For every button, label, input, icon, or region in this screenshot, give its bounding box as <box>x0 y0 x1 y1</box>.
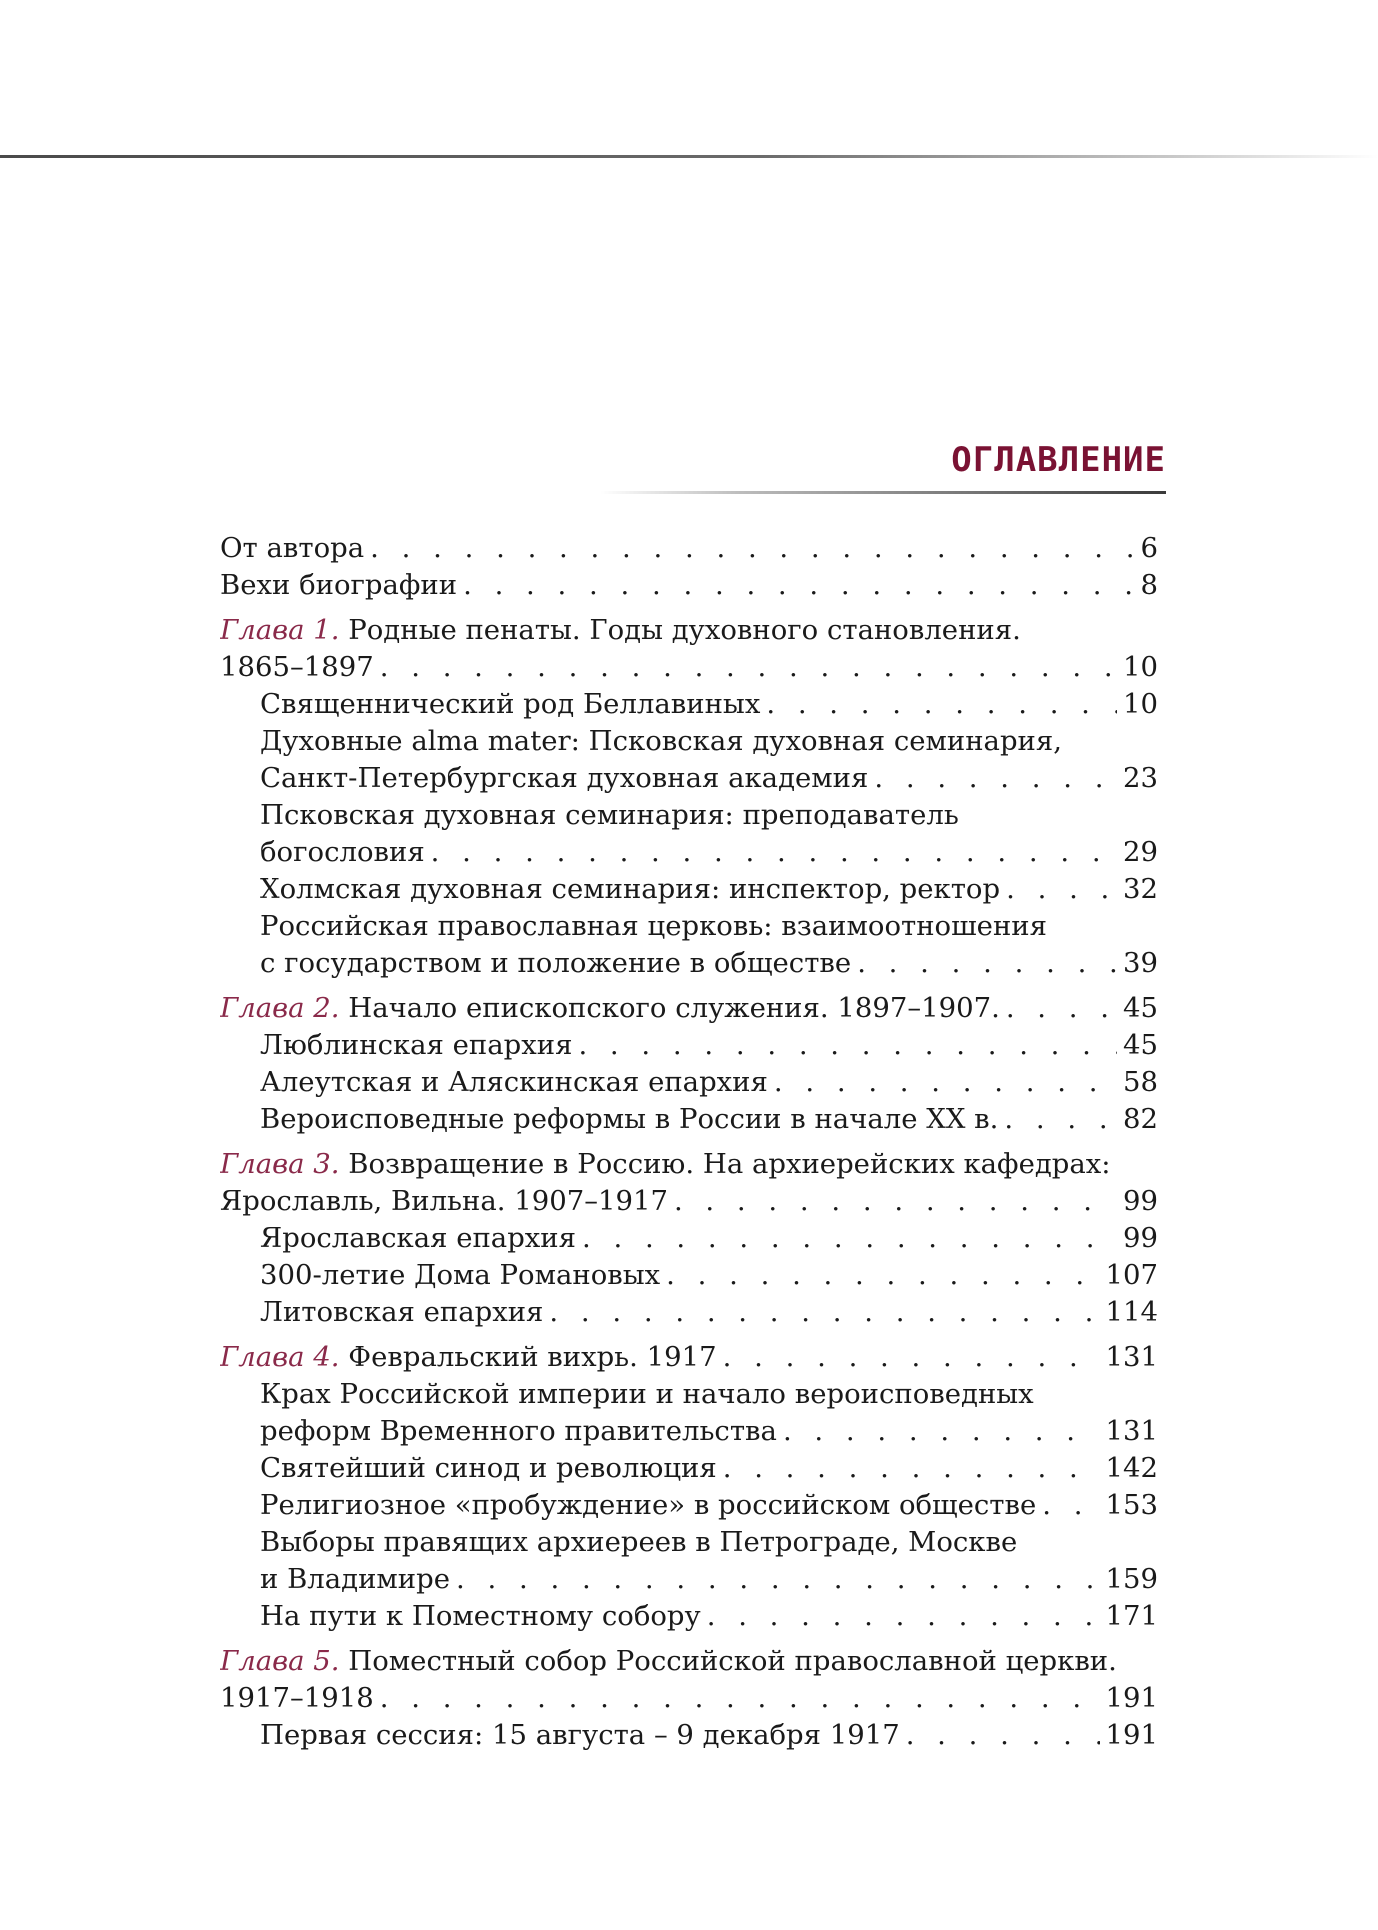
leader-dots <box>1006 871 1117 908</box>
toc-chapter-entry[interactable] <box>220 990 1158 1027</box>
toc-subentry[interactable] <box>220 1294 1158 1331</box>
toc-entry-title: Холмская духовная семинария: инспектор, ректор <box>260 873 1001 905</box>
toc-subentry[interactable] <box>220 1524 1158 1561</box>
leader-dots <box>874 760 1117 797</box>
toc-page-number: 29 <box>1123 836 1158 868</box>
toc-entry-title-cont: Санкт-Петербургская духовная академия <box>260 762 869 794</box>
chapter-label: Глава 3. <box>220 1148 340 1180</box>
leader-dots <box>370 530 1134 567</box>
toc-entry-title: Духовные alma mater: Псковская духовная семинария, <box>260 725 1062 757</box>
toc-entry-title: Выборы правящих архиереев в Петрограде, Москве <box>260 1526 1018 1558</box>
page-title: ОГЛАВЛЕНИЕ <box>951 440 1166 480</box>
toc-subentry[interactable] <box>220 1450 1158 1487</box>
leader-dots <box>380 1680 1100 1717</box>
toc-page-number: 191 <box>1105 1719 1158 1751</box>
toc-subentry-cont[interactable] <box>220 1561 1158 1598</box>
toc-entry-title: Февральский вихрь. 1917 <box>348 1341 717 1373</box>
toc-entry-title: От автора <box>220 532 365 564</box>
toc-page-number: 153 <box>1105 1489 1158 1521</box>
toc-page-number: 131 <box>1105 1341 1158 1373</box>
toc-page-number: 131 <box>1105 1415 1158 1447</box>
toc-page-number: 82 <box>1123 1103 1158 1135</box>
leader-dots <box>1004 1101 1117 1138</box>
leader-dots <box>666 1257 1099 1294</box>
toc-page-number: 191 <box>1105 1682 1158 1714</box>
toc-subentry[interactable] <box>220 686 1158 723</box>
toc-page-number: 10 <box>1123 688 1158 720</box>
toc-page-number: 32 <box>1123 873 1158 905</box>
toc-entry-title: Возвращение в Россию. На архиерейских кафедрах: <box>348 1148 1111 1180</box>
table-of-contents <box>220 530 1158 1754</box>
toc-entry-title: Люблинская епархия <box>260 1029 573 1061</box>
toc-subentry[interactable] <box>220 1598 1158 1635</box>
toc-subentry[interactable] <box>220 1487 1158 1524</box>
leader-dots <box>456 1561 1099 1598</box>
toc-page-number: 159 <box>1105 1563 1158 1595</box>
leader-dots <box>723 1339 1100 1376</box>
toc-entry-title: Религиозное «пробуждение» в российском обществе <box>260 1489 1037 1521</box>
toc-page-number: 171 <box>1105 1600 1158 1632</box>
toc-entry-title: Литовская епархия <box>260 1296 544 1328</box>
toc-entry-title: Первая сессия: 15 августа – 9 декабря 1917 <box>260 1719 900 1751</box>
toc-page-number: 45 <box>1123 1029 1158 1061</box>
leader-dots <box>783 1413 1100 1450</box>
chapter-label: Глава 4. <box>220 1341 340 1373</box>
toc-entry-title: Святейший синод и революция <box>260 1452 717 1484</box>
toc-chapter-entry[interactable] <box>220 612 1158 649</box>
title-underline <box>600 491 1166 494</box>
toc-entry-title: Крах Российской империи и начало вероисповедных <box>260 1378 1034 1410</box>
toc-entry-title: Священнический род Беллавиных <box>260 688 761 720</box>
toc-page-number: 99 <box>1123 1222 1158 1254</box>
toc-subentry[interactable] <box>220 1717 1158 1754</box>
header-rule <box>0 155 1378 158</box>
toc-subentry-cont[interactable] <box>220 1413 1158 1450</box>
toc-entry[interactable] <box>220 567 1158 604</box>
toc-chapter-entry[interactable] <box>220 1643 1158 1680</box>
toc-page-number: 114 <box>1105 1296 1158 1328</box>
toc-entry-title: Поместный собор Российской православной церкви. <box>348 1645 1117 1677</box>
toc-entry-title-cont: 1917–1918 <box>220 1682 374 1714</box>
leader-dots <box>549 1294 1099 1331</box>
toc-subentry[interactable] <box>220 908 1158 945</box>
toc-entry-title: Российская православная церковь: взаимоотношения <box>260 910 1047 942</box>
toc-subentry[interactable] <box>220 1376 1158 1413</box>
toc-entry-title: На пути к Поместному собору <box>260 1600 701 1632</box>
toc-page-number: 8 <box>1140 569 1158 601</box>
toc-subentry[interactable] <box>220 1027 1158 1064</box>
leader-dots <box>582 1220 1117 1257</box>
leader-dots <box>578 1027 1117 1064</box>
toc-entry-title: Псковская духовная семинария: преподаватель <box>260 799 959 831</box>
toc-subentry-cont[interactable] <box>220 945 1158 982</box>
toc-entry-title-cont: 1865–1897 <box>220 651 374 683</box>
toc-page-number: 39 <box>1123 947 1158 979</box>
chapter-label: Глава 5. <box>220 1645 340 1677</box>
chapter-label: Глава 2. <box>220 992 340 1024</box>
toc-entry-title: Начало епископского служения. 1897–1907. <box>348 992 1000 1024</box>
leader-dots <box>1042 1487 1099 1524</box>
toc-entry-title: Ярославская епархия <box>260 1222 576 1254</box>
toc-entry-title-cont: и Владимире <box>260 1563 451 1595</box>
leader-dots <box>674 1183 1117 1220</box>
toc-entry-title: Алеутская и Аляскинская епархия <box>260 1066 768 1098</box>
toc-page-number: 45 <box>1123 992 1158 1024</box>
toc-subentry-cont[interactable] <box>220 760 1158 797</box>
toc-entry-title: Родные пенаты. Годы духовного становления. <box>348 614 1021 646</box>
chapter-label: Глава 1. <box>220 614 340 646</box>
leader-dots <box>431 834 1117 871</box>
leader-dots <box>857 945 1117 982</box>
toc-entry-title-cont: с государством и положение в обществе <box>260 947 852 979</box>
toc-entry-title-cont: Ярославль, Вильна. 1907–1917 <box>220 1185 668 1217</box>
leader-dots <box>380 649 1117 686</box>
toc-subentry-cont[interactable] <box>220 834 1158 871</box>
toc-subentry[interactable] <box>220 797 1158 834</box>
toc-chapter-entry-cont[interactable] <box>220 1680 1158 1717</box>
leader-dots <box>723 1450 1100 1487</box>
toc-page-number: 99 <box>1123 1185 1158 1217</box>
toc-chapter-entry-cont[interactable] <box>220 1183 1158 1220</box>
leader-dots <box>906 1717 1100 1754</box>
leader-dots <box>774 1064 1117 1101</box>
toc-subentry[interactable] <box>220 1220 1158 1257</box>
toc-subentry[interactable] <box>220 871 1158 908</box>
toc-page-number: 23 <box>1123 762 1158 794</box>
toc-chapter-entry[interactable] <box>220 1339 1158 1376</box>
leader-dots <box>1006 990 1117 1027</box>
leader-dots <box>766 686 1117 723</box>
toc-page-number: 107 <box>1105 1259 1158 1291</box>
toc-page-number: 142 <box>1105 1452 1158 1484</box>
toc-chapter-entry[interactable] <box>220 1146 1158 1183</box>
toc-entry-title: Вехи биографии <box>220 569 458 601</box>
toc-page-number: 58 <box>1123 1066 1158 1098</box>
leader-dots <box>707 1598 1100 1635</box>
toc-subentry[interactable] <box>220 1101 1158 1138</box>
toc-entry-title: Вероисповедные реформы в России в начале XX в. <box>260 1103 999 1135</box>
toc-entry-title: 300-летие Дома Романовых <box>260 1259 661 1291</box>
toc-entry[interactable] <box>220 530 1158 567</box>
toc-subentry[interactable] <box>220 1257 1158 1294</box>
toc-entry-title-cont: реформ Временного правительства <box>260 1415 777 1447</box>
toc-entry-title-cont: богословия <box>260 836 425 868</box>
toc-page-number: 6 <box>1140 532 1158 564</box>
toc-page-number: 10 <box>1123 651 1158 683</box>
toc-subentry[interactable] <box>220 1064 1158 1101</box>
toc-subentry[interactable] <box>220 723 1158 760</box>
toc-chapter-entry-cont[interactable] <box>220 649 1158 686</box>
leader-dots <box>463 567 1134 604</box>
